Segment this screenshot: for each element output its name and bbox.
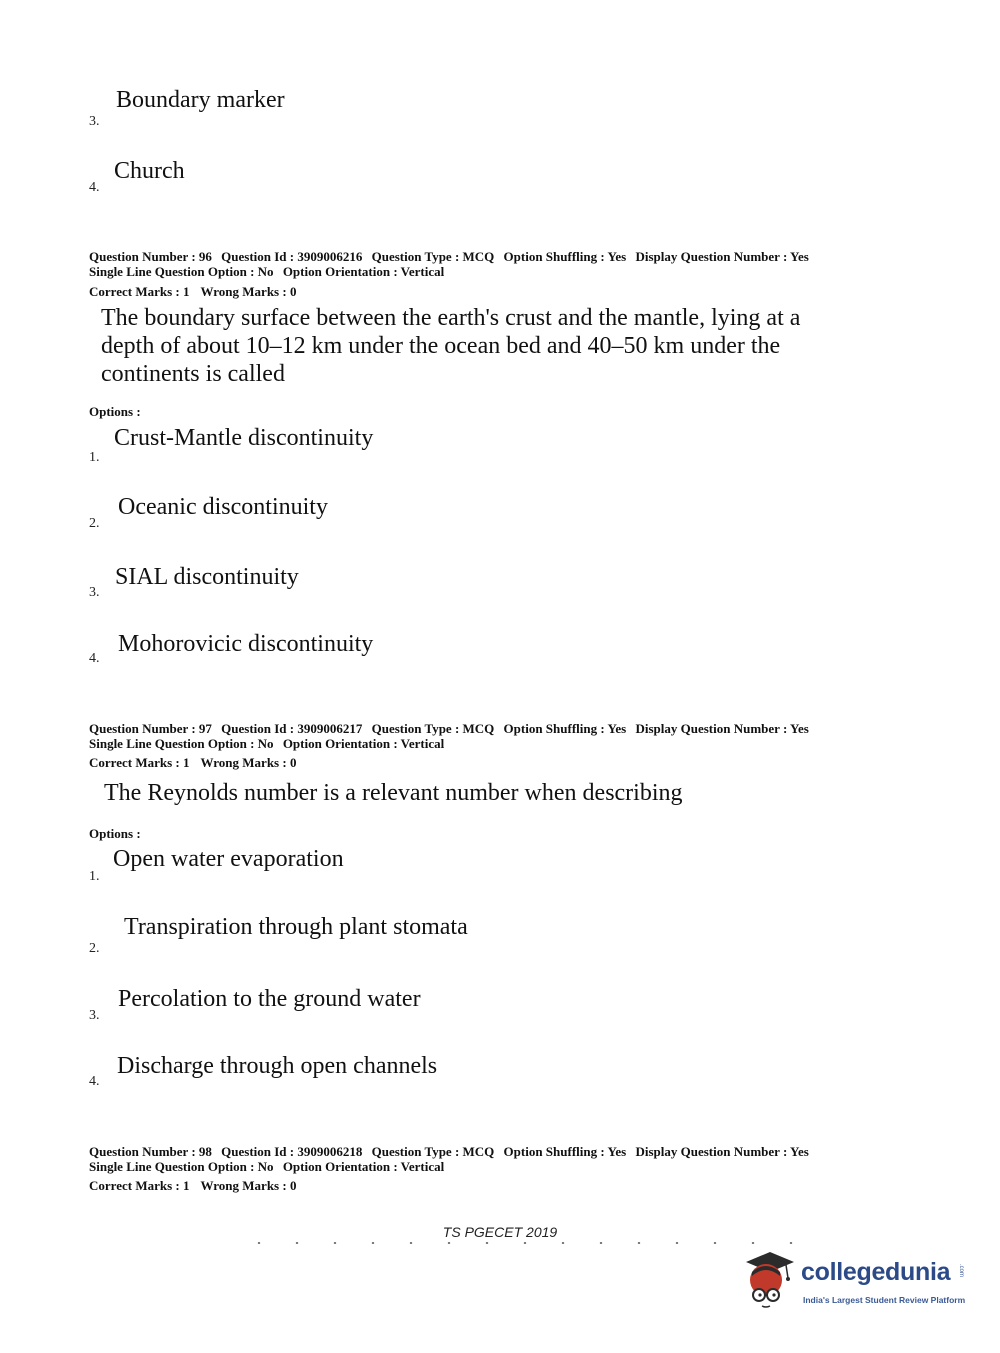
single-line-question-option: Single Line Question Option : No — [89, 1159, 274, 1174]
options-label: Options : — [89, 826, 141, 841]
question-line: continents is called — [101, 361, 285, 387]
question-meta — [89, 249, 809, 279]
question-text — [101, 304, 861, 388]
question-meta — [89, 1144, 809, 1174]
brand-suffix: .com — [958, 1264, 964, 1278]
option-number: 1. — [89, 869, 100, 884]
option-shuffling: Option Shuffling : Yes — [503, 249, 627, 264]
option-text: Church — [114, 158, 185, 184]
option-text: Open water evaporation — [113, 846, 344, 872]
single-line-question-option: Single Line Question Option : No — [89, 264, 274, 279]
wrong-marks: Wrong Marks : 0 — [200, 284, 297, 299]
correct-marks: Correct Marks : 1 — [89, 1178, 190, 1193]
question-type: Question Type : MCQ — [371, 1144, 495, 1159]
option-number: 3. — [89, 114, 100, 129]
option-number: 3. — [89, 1008, 100, 1023]
option-text: Transpiration through plant stomata — [124, 914, 468, 940]
question-meta — [89, 721, 809, 751]
options-label: Options : — [89, 404, 141, 419]
option-text: Mohorovicic discontinuity — [118, 631, 374, 657]
single-line-question-option: Single Line Question Option : No — [89, 736, 274, 751]
option-number: 4. — [89, 651, 100, 666]
footer-exam-title: TS PGECET 2019 — [442, 1224, 558, 1240]
graduate-mascot-icon — [740, 1248, 802, 1308]
brand-tagline: India's Largest Student Review Platform — [803, 1295, 966, 1305]
correct-marks: Correct Marks : 1 — [89, 755, 190, 770]
wrong-marks: Wrong Marks : 0 — [200, 1178, 297, 1193]
question-number: Question Number : 96 — [89, 249, 212, 264]
question-marks — [89, 755, 296, 771]
question-id: Question Id : 3909006217 — [221, 721, 363, 736]
option-text: Boundary marker — [116, 87, 285, 113]
question-type: Question Type : MCQ — [371, 249, 495, 264]
option-shuffling: Option Shuffling : Yes — [503, 721, 627, 736]
option-shuffling: Option Shuffling : Yes — [503, 1144, 627, 1159]
option-number: 3. — [89, 585, 100, 600]
question-type: Question Type : MCQ — [371, 721, 495, 736]
correct-marks: Correct Marks : 1 — [89, 284, 190, 299]
option-number: 2. — [89, 516, 100, 531]
question-number: Question Number : 97 — [89, 721, 212, 736]
footer-dotted-divider — [240, 1242, 820, 1244]
option-orientation: Option Orientation : Vertical — [282, 264, 445, 279]
option-number: 4. — [89, 180, 100, 195]
display-question-number: Display Question Number : Yes — [635, 721, 809, 736]
question-id: Question Id : 3909006216 — [221, 249, 363, 264]
option-text: Percolation to the ground water — [118, 986, 421, 1012]
question-line: The boundary surface between the earth's crust and the mantle, lying at a — [101, 305, 801, 331]
question-line: The Reynolds number is a relevant number when describing — [104, 780, 683, 806]
option-orientation: Option Orientation : Vertical — [282, 736, 445, 751]
collegedunia-logo[interactable] — [740, 1248, 970, 1308]
question-number: Question Number : 98 — [89, 1144, 212, 1159]
option-text: Discharge through open channels — [117, 1053, 438, 1079]
option-text: SIAL discontinuity — [115, 564, 299, 590]
option-number: 2. — [89, 941, 100, 956]
display-question-number: Display Question Number : Yes — [635, 1144, 809, 1159]
brand-name: collegedunia — [801, 1258, 951, 1286]
wrong-marks: Wrong Marks : 0 — [200, 755, 297, 770]
option-text: Oceanic discontinuity — [118, 494, 328, 520]
display-question-number: Display Question Number : Yes — [635, 249, 809, 264]
question-marks — [89, 284, 296, 300]
question-marks — [89, 1178, 296, 1194]
option-number: 1. — [89, 450, 100, 465]
option-orientation: Option Orientation : Vertical — [282, 1159, 445, 1174]
question-id: Question Id : 3909006218 — [221, 1144, 363, 1159]
question-text — [104, 779, 864, 807]
option-text: Crust-Mantle discontinuity — [114, 425, 374, 451]
question-line: depth of about 10–12 km under the ocean bed and 40–50 km under the — [101, 333, 781, 359]
option-number: 4. — [89, 1074, 100, 1089]
